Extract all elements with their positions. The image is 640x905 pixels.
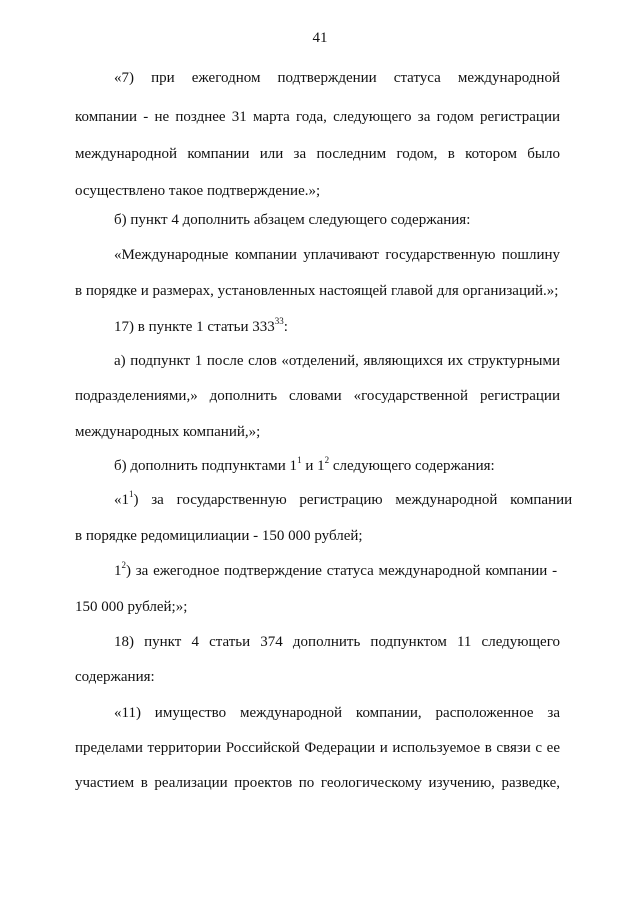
- text-line: пределами территории Российской Федерации и используемое в связи с ее: [75, 740, 560, 756]
- text-line: компании - не позднее 31 марта года, следующего за годом регистрации: [75, 109, 560, 125]
- text-line-part: 1: [114, 563, 122, 579]
- text-line-part: и 1: [301, 458, 325, 474]
- text-line: а) подпункт 1 после слов «отделений, являющихся их структурными: [114, 353, 560, 369]
- text-line: «Международные компании уплачивают государственную пошлину: [114, 247, 560, 263]
- text-line-part: следующего содержания:: [329, 458, 495, 474]
- text-line: «11) имущество международной компании, расположенное за: [114, 705, 560, 721]
- superscript: 1: [129, 489, 134, 499]
- superscript: 1: [297, 455, 302, 465]
- text-line: участием в реализации проектов по геологическому изучению, разведке,: [75, 775, 560, 791]
- text-line: 18) пункт 4 статьи 374 дополнить подпунктом 11 следующего: [114, 634, 560, 650]
- text-line: б) пункт 4 дополнить абзацем следующего содержания:: [114, 212, 471, 228]
- text-line: международных компаний,»;: [75, 424, 261, 440]
- text-line-part: б) дополнить подпунктами 1: [114, 458, 298, 474]
- text-line: в порядке редомицилиации - 150 000 рублей;: [75, 528, 363, 544]
- text-line: [114, 317, 560, 337]
- text-line: подразделениями,» дополнить словами «государственной регистрации: [75, 388, 560, 404]
- text-line: содержания:: [75, 669, 155, 685]
- text-line: 150 000 рублей;»;: [75, 599, 188, 615]
- text-line-part: ) за государственную регистрацию международной компании: [133, 492, 573, 508]
- text-line: [114, 489, 573, 510]
- text-line-part: ) за ежегодное подтверждение статуса международной компании -: [126, 563, 558, 579]
- text-line-part: 17) в пункте 1 статьи 333: [114, 319, 275, 335]
- superscript: 2: [324, 455, 330, 465]
- superscript: 2: [121, 560, 126, 570]
- text-line: [114, 561, 560, 581]
- text-line: международной компании или за последним годом, в котором было: [75, 146, 560, 162]
- text-line-part: «1: [114, 492, 129, 508]
- superscript: 33: [274, 316, 284, 326]
- text-line: осуществлено такое подтверждение.»;: [75, 183, 321, 199]
- text-line: в порядке и размерах, установленных настоящей главой для организаций.»;: [75, 283, 559, 299]
- text-line: «7) при ежегодном подтверждении статуса международной: [114, 70, 560, 86]
- text-line: [114, 456, 560, 476]
- text-line-part: :: [283, 319, 288, 335]
- page-number: 41: [312, 30, 328, 46]
